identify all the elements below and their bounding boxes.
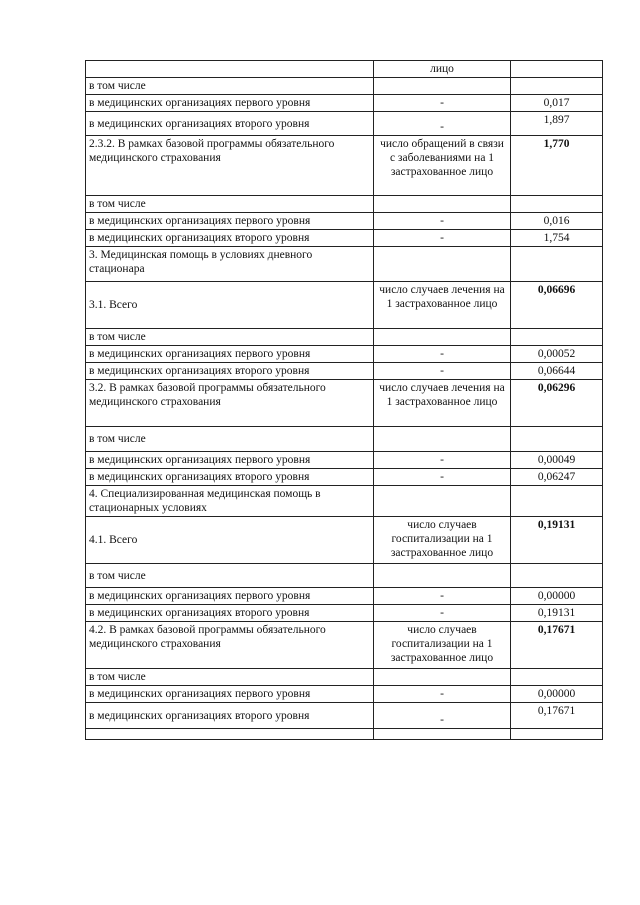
indicator-name-cell [86, 729, 374, 740]
table-row [86, 380, 603, 427]
value-cell: 1,754 [511, 230, 603, 247]
indicator-name-cell: 4.2. В рамках базовой программы обязательного медицинского страхования [86, 622, 374, 669]
table-row [86, 61, 603, 78]
unit-cell: число случаев лечения на 1 застрахованное лицо [374, 380, 511, 427]
unit-cell [374, 247, 511, 282]
value-cell: 0,17671 [511, 622, 603, 669]
indicator-name-cell: в медицинских организациях второго уровня [86, 469, 374, 486]
value-cell [511, 196, 603, 213]
indicator-name-cell: в медицинских организациях первого уровня [86, 95, 374, 112]
unit-cell: - [374, 213, 511, 230]
unit-cell: - [374, 686, 511, 703]
indicator-name-cell: в том числе [86, 564, 374, 588]
indicator-name-cell: в том числе [86, 78, 374, 95]
table-row [86, 230, 603, 247]
table-row [86, 95, 603, 112]
indicator-name-cell [86, 61, 374, 78]
indicator-name-cell: в медицинских организациях первого уровня [86, 588, 374, 605]
value-cell [511, 247, 603, 282]
table-row [86, 346, 603, 363]
value-cell: 0,06644 [511, 363, 603, 380]
section-heading-cell: 3. Медицинская помощь в условиях дневного стационара [86, 247, 374, 282]
table-row [86, 686, 603, 703]
table-row [86, 729, 603, 740]
table-row [86, 703, 603, 729]
indicator-name-cell: в медицинских организациях первого уровня [86, 213, 374, 230]
value-cell: 0,06247 [511, 469, 603, 486]
table-row [86, 112, 603, 136]
indicator-name-cell: в медицинских организациях второго уровня [86, 605, 374, 622]
table-row [86, 588, 603, 605]
unit-cell: число случаев госпитализации на 1 застрахованное лицо [374, 517, 511, 564]
indicators-table [85, 60, 603, 740]
indicator-name-cell: в том числе [86, 427, 374, 452]
value-cell: 0,00000 [511, 588, 603, 605]
unit-cell [374, 669, 511, 686]
table-row [86, 605, 603, 622]
table-row [86, 329, 603, 346]
indicator-name-cell: в том числе [86, 196, 374, 213]
table-row [86, 247, 603, 282]
value-cell: 0,00052 [511, 346, 603, 363]
unit-cell [374, 196, 511, 213]
unit-cell: - [374, 230, 511, 247]
value-cell: 1,770 [511, 136, 603, 196]
value-cell: 0,017 [511, 95, 603, 112]
value-cell [511, 78, 603, 95]
value-cell: 0,06296 [511, 380, 603, 427]
indicator-name-cell: в медицинских организациях первого уровня [86, 452, 374, 469]
unit-cell: - [374, 452, 511, 469]
table-row [86, 136, 603, 196]
table-row [86, 213, 603, 230]
table-row [86, 517, 603, 564]
value-cell: 1,897 [511, 112, 603, 136]
unit-cell: - [374, 95, 511, 112]
indicator-name-cell: в медицинских организациях первого уровня [86, 346, 374, 363]
value-cell [511, 486, 603, 517]
value-cell [511, 61, 603, 78]
value-cell: 0,06696 [511, 282, 603, 329]
indicator-name-cell: 4.1. Всего [86, 517, 374, 564]
unit-cell: число обращений в связи с заболеваниями на 1 застрахованное лицо [374, 136, 511, 196]
unit-cell: число случаев лечения на 1 застрахованное лицо [374, 282, 511, 329]
value-cell: 0,19131 [511, 517, 603, 564]
table-row [86, 452, 603, 469]
indicator-name-cell: в медицинских организациях второго уровня [86, 112, 374, 136]
unit-cell: - [374, 346, 511, 363]
table-row [86, 669, 603, 686]
indicator-name-cell: 2.3.2. В рамках базовой программы обязательного медицинского страхования [86, 136, 374, 196]
unit-cell [374, 729, 511, 740]
table-row [86, 196, 603, 213]
indicator-name-cell: в медицинских организациях второго уровня [86, 363, 374, 380]
indicator-name-cell: в том числе [86, 669, 374, 686]
table-row [86, 486, 603, 517]
table-row [86, 469, 603, 486]
table-row [86, 282, 603, 329]
value-cell [511, 564, 603, 588]
indicator-name-cell: 3.1. Всего [86, 282, 374, 329]
indicator-name-cell: в том числе [86, 329, 374, 346]
unit-cell: - [374, 469, 511, 486]
indicator-name-cell: в медицинских организациях второго уровня [86, 230, 374, 247]
unit-cell [374, 78, 511, 95]
table-row [86, 363, 603, 380]
indicator-name-cell: в медицинских организациях первого уровня [86, 686, 374, 703]
value-cell: 0,00049 [511, 452, 603, 469]
table-row [86, 622, 603, 669]
section-heading-cell: 4. Специализированная медицинская помощь в стационарных условиях [86, 486, 374, 517]
unit-cell [374, 329, 511, 346]
value-cell [511, 729, 603, 740]
unit-cell: - [374, 588, 511, 605]
unit-cell: - [374, 605, 511, 622]
table-row [86, 564, 603, 588]
unit-cell [374, 427, 511, 452]
unit-cell [374, 564, 511, 588]
unit-cell: - [374, 703, 511, 729]
value-cell [511, 427, 603, 452]
unit-cell [374, 486, 511, 517]
unit-cell: число случаев госпитализации на 1 застрахованное лицо [374, 622, 511, 669]
value-cell: 0,00000 [511, 686, 603, 703]
unit-cell: - [374, 112, 511, 136]
indicator-name-cell: 3.2. В рамках базовой программы обязательного медицинского страхования [86, 380, 374, 427]
value-cell [511, 669, 603, 686]
table-row [86, 427, 603, 452]
value-cell: 0,19131 [511, 605, 603, 622]
indicator-name-cell: в медицинских организациях второго уровня [86, 703, 374, 729]
unit-cell: - [374, 363, 511, 380]
table-row [86, 78, 603, 95]
value-cell: 0,17671 [511, 703, 603, 729]
value-cell: 0,016 [511, 213, 603, 230]
unit-cell: лицо [374, 61, 511, 78]
value-cell [511, 329, 603, 346]
